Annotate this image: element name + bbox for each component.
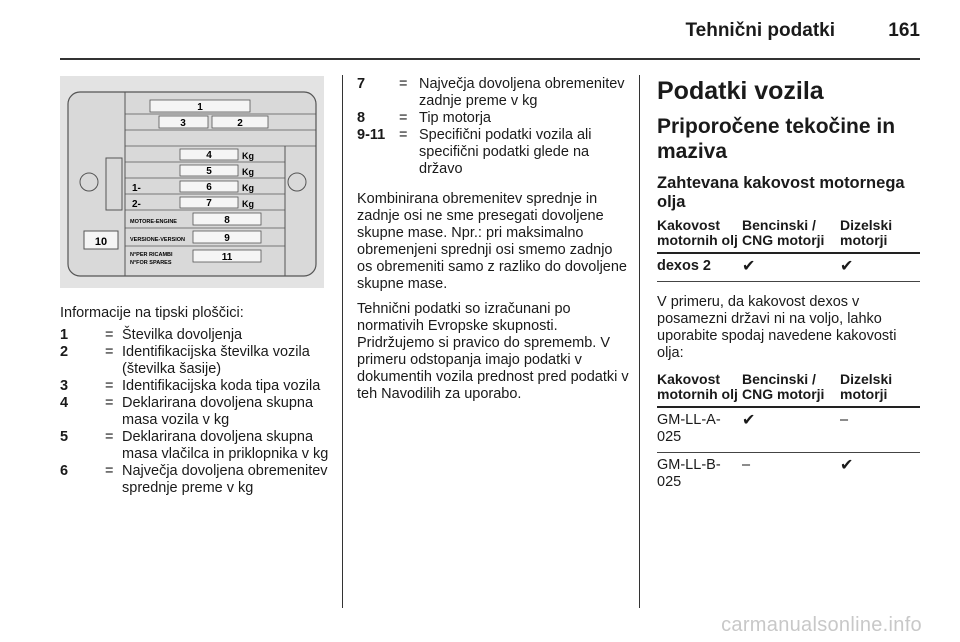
label-10: 10 — [94, 236, 108, 248]
label-11: 11 — [221, 252, 233, 263]
unit-5: Kg — [242, 167, 254, 177]
def-item: 3 = Identifikacijska koda tipa vozila — [60, 378, 330, 395]
def-key: 6 — [60, 463, 69, 479]
unit-7: Kg — [242, 199, 254, 209]
check-icon: ✔ — [840, 457, 854, 474]
text-spares-1: N°PER RICAMBI — [130, 252, 173, 258]
column-2 — [357, 76, 629, 403]
check-icon: ✔ — [742, 258, 756, 275]
header-oil-quality: Kakovost motornih olj — [657, 217, 738, 248]
type-plate-diagram — [60, 76, 324, 288]
column-3 — [657, 76, 922, 497]
oil-quality-table — [657, 218, 920, 282]
text-version: VERSIONE-VERSION — [130, 237, 186, 243]
paragraph-alternative-oil: V primeru, da kakovost dexos v posamezni državi ni na voljo, lahko uporabite spodaj navedene kakovosti olja: — [657, 294, 897, 361]
label-9: 9 — [224, 233, 230, 244]
cell-oil: GM-LL-B-025 — [657, 457, 721, 490]
check-icon: ✔ — [840, 258, 854, 275]
def-key: 9-11 — [357, 127, 386, 143]
table-header — [657, 218, 920, 254]
def-text: Največja dovoljena obremenitev sprednje preme v kg — [122, 463, 328, 496]
def-item: 5 = Deklarirana dovoljena skupna masa vlačilca in priklopnika v kg — [60, 429, 329, 462]
header-diesel: Dizelski motorji — [840, 371, 893, 402]
header-diesel: Dizelski motorji — [840, 217, 893, 248]
def-text: Deklarirana dovoljena skupna masa vlačilca in priklopnika v kg — [122, 429, 329, 462]
header-oil-quality: Kakovost motornih olj — [657, 371, 738, 402]
def-key: 5 — [60, 429, 69, 445]
def-text: Deklarirana dovoljena skupna masa vozila v kg — [122, 395, 314, 428]
text-engine: MOTORE-ENGINE — [130, 219, 177, 225]
header-petrol-cng: Bencinski / CNG motorji — [742, 217, 825, 248]
table-row — [657, 453, 920, 497]
check-icon: ✔ — [742, 412, 756, 429]
def-key: 3 — [60, 378, 69, 394]
label-3: 3 — [180, 118, 186, 129]
def-key: 2 — [60, 344, 69, 360]
def-key: 1 — [60, 327, 69, 343]
def-item: 2 = Identifikacijska številka vozila (številka šasije) — [60, 344, 330, 378]
type-plate-figure — [60, 76, 324, 288]
prefix-7: 2- — [132, 199, 141, 210]
def-text: Številka dovoljenja — [122, 327, 243, 343]
table-row — [657, 408, 920, 453]
def-key: 8 — [357, 110, 366, 126]
def-item: 8 = Tip motorja — [357, 110, 629, 127]
section-title: Podatki vozila — [657, 77, 824, 105]
table-header — [657, 372, 920, 408]
label-7: 7 — [206, 198, 212, 209]
table-row — [657, 254, 920, 282]
def-key: 4 — [60, 395, 69, 411]
def-text: Tip motorja — [419, 110, 491, 126]
alternative-oil-table — [657, 372, 920, 497]
header-title: Tehnični podatki — [685, 20, 835, 41]
def-text: Specifični podatki vozila ali specifični podatki glede na državo — [419, 127, 592, 177]
subsubsection-title: Zahtevana kakovost motornega olja — [657, 174, 905, 211]
def-text: Identifikacijska številka vozila (številka šasije) — [122, 344, 310, 377]
paragraph-axle-load: Kombinirana obremenitev sprednje in zadnje osi ne sme presegati dovoljene skupne mase. Npr.: pri maksimalno obremenjeni sprednji osi smemo zadnjo os obremeniti samo z razliko do dovoljene skupne mase. — [357, 191, 627, 292]
header-petrol-cng: Bencinski / CNG motorji — [742, 371, 825, 402]
label-5: 5 — [206, 166, 212, 177]
label-4: 4 — [206, 150, 212, 161]
def-item: 1 = Številka dovoljenja — [60, 327, 330, 344]
plate-intro: Informacije na tipski ploščici: — [60, 305, 244, 321]
dash-cell: – — [742, 457, 751, 473]
def-item: 4 = Deklarirana dovoljena skupna masa vozila v kg — [60, 395, 330, 429]
column-divider-1 — [342, 75, 343, 608]
subsection-title: Priporočene tekočine in maziva — [657, 115, 896, 163]
unit-4: Kg — [242, 151, 254, 161]
def-item: 9-11 = Specifični podatki vozila ali specifični podatki glede na državo — [357, 127, 629, 178]
def-item: 7 = Največja dovoljena obremenitev zadnje preme v kg — [357, 76, 629, 110]
unit-6: Kg — [242, 183, 254, 193]
text-spares-2: N°FOR SPARES — [130, 260, 172, 266]
label-6: 6 — [206, 182, 212, 193]
def-text: Največja dovoljena obremenitev zadnje preme v kg — [419, 76, 625, 109]
def-text: Identifikacijska koda tipa vozila — [122, 378, 321, 394]
watermark: carmanualsonline.info — [721, 614, 922, 636]
cell-oil: dexos 2 — [657, 258, 711, 274]
column-1 — [60, 305, 330, 497]
def-key: 7 — [357, 76, 366, 92]
header-rule — [60, 58, 920, 60]
dash-cell: – — [840, 412, 849, 428]
label-1: 1 — [197, 102, 203, 113]
paragraph-technical-data: Tehnični podatki so izračunani po normativih Evropske skupnosti. Pridržujemo si pravico do sprememb. V primeru odstopanja imajo podatki v dokumentih vozila prednost pred podatki v teh Navodilih za uporabo. — [357, 301, 629, 402]
label-2: 2 — [237, 118, 243, 129]
label-8: 8 — [224, 215, 230, 226]
cell-oil: GM-LL-A-025 — [657, 412, 721, 445]
def-item: 6 = Največja dovoljena obremenitev sprednje preme v kg — [60, 463, 330, 497]
prefix-6: 1- — [132, 183, 141, 194]
column-divider-2 — [639, 75, 640, 608]
page-number: 161 — [888, 20, 920, 41]
